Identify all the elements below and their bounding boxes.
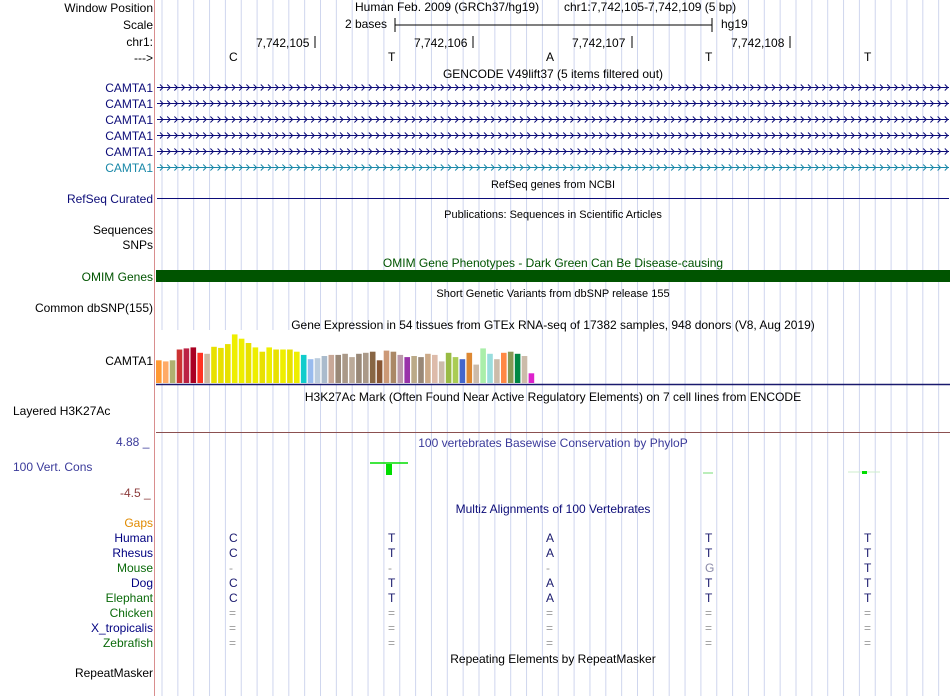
gtex-tissue-bar bbox=[260, 352, 266, 383]
gencode-track-title[interactable]: GENCODE V49lift37 (5 items filtered out) bbox=[442, 67, 664, 81]
aligned-base: = bbox=[864, 606, 872, 620]
gtex-track-title[interactable]: Gene Expression in 54 tissues from GTEx RNA-seq of 17382 samples, 948 donors (V8, Aug 2019) bbox=[291, 318, 815, 332]
gtex-tissue-bar bbox=[522, 356, 528, 383]
gtex-tissue-bar bbox=[287, 350, 293, 384]
gtex-tissue-bar bbox=[301, 355, 307, 383]
window-position-label: Window Position bbox=[64, 1, 153, 15]
gtex-tissue-bar bbox=[446, 353, 452, 383]
gencode-item-label[interactable]: CAMTA1 bbox=[105, 81, 153, 95]
phylop-score-bar bbox=[862, 471, 867, 474]
repeatmasker-track-label[interactable]: RepeatMasker bbox=[74, 666, 153, 680]
species-label[interactable]: Chicken bbox=[109, 606, 153, 620]
aligned-base: G bbox=[705, 561, 715, 575]
aligned-base: T bbox=[388, 576, 396, 590]
aligned-base: T bbox=[864, 561, 872, 575]
aligned-base: A bbox=[546, 591, 555, 605]
species-label[interactable]: Dog bbox=[130, 576, 153, 590]
gtex-tissue-bar bbox=[356, 354, 362, 383]
gtex-tissue-bar bbox=[515, 354, 521, 383]
gtex-tissue-bar bbox=[280, 350, 286, 384]
gtex-tissue-bar bbox=[156, 360, 162, 383]
position-tick-label: 7,742,106 bbox=[414, 36, 468, 50]
scale-text: 2 bases bbox=[345, 17, 388, 31]
gtex-tissue-bar bbox=[349, 357, 355, 383]
gtex-tissue-bar bbox=[529, 373, 535, 383]
species-label[interactable]: Zebrafish bbox=[102, 636, 153, 650]
aligned-base: = bbox=[388, 606, 396, 620]
aligned-base: T bbox=[864, 531, 872, 545]
h3k27ac-track-title[interactable]: H3K27Ac Mark (Often Found Near Active Regulatory Elements) on 7 cell lines from ENCODE bbox=[304, 390, 802, 404]
gtex-tissue-bar bbox=[170, 360, 176, 383]
db-name: hg19 bbox=[721, 17, 748, 31]
aligned-base: - bbox=[388, 561, 392, 575]
aligned-base: - bbox=[546, 561, 550, 575]
phylop-track-label[interactable]: 100 Vert. Cons bbox=[13, 460, 93, 474]
gtex-tissue-bar bbox=[425, 354, 431, 383]
aligned-base: C bbox=[229, 576, 238, 590]
aligned-base: = bbox=[864, 621, 872, 635]
assembly-name: Human Feb. 2009 (GRCh37/hg19) bbox=[355, 0, 540, 14]
multiz-gaps-label: Gaps bbox=[124, 516, 153, 530]
omim-track-label[interactable]: OMIM Genes bbox=[81, 270, 153, 284]
species-label[interactable]: Elephant bbox=[105, 591, 153, 605]
aligned-base: = bbox=[546, 636, 554, 650]
publications-track-title[interactable]: Publications: Sequences in Scientific Articles bbox=[444, 209, 662, 221]
gtex-tissue-bar bbox=[467, 353, 473, 383]
aligned-base: A bbox=[546, 546, 555, 560]
window-range: chr1:7,742,105-7,742,109 (5 bp) bbox=[564, 0, 737, 14]
gtex-tissue-bar bbox=[294, 352, 300, 383]
gtex-tissue-bar bbox=[225, 344, 231, 383]
phylop-score-bar bbox=[386, 464, 392, 475]
aligned-base: C bbox=[229, 531, 238, 545]
species-label[interactable]: Human bbox=[114, 531, 153, 545]
aligned-base: T bbox=[864, 591, 872, 605]
species-label[interactable]: Mouse bbox=[116, 561, 153, 575]
gtex-tissue-bar bbox=[370, 352, 376, 383]
gtex-tissue-bar bbox=[473, 365, 479, 383]
aligned-base: C bbox=[229, 546, 238, 560]
gtex-tissue-bar bbox=[404, 357, 410, 383]
gencode-item-label[interactable]: CAMTA1 bbox=[105, 113, 153, 127]
aligned-base: T bbox=[705, 531, 713, 545]
aligned-base: T bbox=[388, 531, 396, 545]
gtex-gene-label[interactable]: CAMTA1 bbox=[105, 354, 153, 368]
gtex-tissue-bar bbox=[363, 353, 369, 383]
dbsnp-track-label[interactable]: Common dbSNP(155) bbox=[34, 301, 153, 315]
strand-label: ---> bbox=[134, 51, 153, 65]
aligned-base: = bbox=[229, 621, 237, 635]
gtex-tissue-bar bbox=[439, 361, 445, 383]
species-label[interactable]: Rhesus bbox=[112, 546, 153, 560]
gtex-tissue-bar bbox=[460, 359, 466, 383]
base-letter: C bbox=[229, 50, 238, 64]
label-divider bbox=[154, 0, 155, 696]
gtex-tissue-bar bbox=[253, 347, 259, 383]
aligned-base: = bbox=[388, 621, 396, 635]
aligned-base: = bbox=[546, 606, 554, 620]
aligned-base: = bbox=[705, 636, 713, 650]
aligned-base: T bbox=[388, 591, 396, 605]
base-letter: T bbox=[705, 50, 713, 64]
aligned-base: C bbox=[229, 591, 238, 605]
aligned-base: = bbox=[705, 606, 713, 620]
h3k27ac-track-label[interactable]: Layered H3K27Ac bbox=[13, 404, 111, 418]
gtex-tissue-bar bbox=[453, 357, 459, 383]
gtex-tissue-bar bbox=[377, 360, 383, 383]
gtex-tissue-bar bbox=[329, 355, 335, 383]
aligned-base: = bbox=[229, 636, 237, 650]
aligned-base: A bbox=[546, 576, 555, 590]
aligned-base: T bbox=[705, 591, 713, 605]
aligned-base: T bbox=[388, 546, 396, 560]
aligned-base: T bbox=[705, 576, 713, 590]
gtex-tissue-bar bbox=[163, 361, 169, 383]
position-tick-label: 7,742,108 bbox=[731, 36, 785, 50]
publications-label-sequences[interactable]: Sequences bbox=[92, 223, 153, 237]
chrom-label: chr1: bbox=[126, 35, 153, 49]
gtex-tissue-bar bbox=[246, 343, 252, 383]
gencode-item-label[interactable]: CAMTA1 bbox=[105, 97, 153, 111]
aligned-base: = bbox=[229, 606, 237, 620]
gtex-tissue-bar bbox=[418, 357, 424, 383]
gencode-item-label[interactable]: CAMTA1 bbox=[105, 145, 153, 159]
gtex-tissue-bar bbox=[177, 350, 183, 384]
gencode-item-label[interactable]: CAMTA1 bbox=[105, 129, 153, 143]
gtex-tissue-bar bbox=[508, 352, 514, 383]
gtex-tissue-bar bbox=[398, 355, 404, 383]
aligned-base: T bbox=[864, 576, 872, 590]
gencode-item-label[interactable]: CAMTA1 bbox=[105, 161, 153, 175]
aligned-base: = bbox=[705, 621, 713, 635]
aligned-base: = bbox=[388, 636, 396, 650]
gtex-tissue-bar bbox=[487, 354, 493, 383]
aligned-base: = bbox=[864, 636, 872, 650]
scale-label: Scale bbox=[122, 18, 153, 32]
omim-track-title[interactable]: OMIM Gene Phenotypes - Dark Green Can Be Disease-causing bbox=[382, 256, 724, 270]
gtex-tissue-bar bbox=[273, 350, 279, 384]
multiz-track-title[interactable]: Multiz Alignments of 100 Vertebrates bbox=[455, 502, 651, 516]
gtex-tissue-bar bbox=[342, 354, 348, 383]
dbsnp-track-title[interactable]: Short Genetic Variants from dbSNP release 155 bbox=[436, 288, 670, 300]
gtex-tissue-bar bbox=[411, 356, 417, 383]
aligned-base: = bbox=[546, 621, 554, 635]
gtex-tissue-bar bbox=[315, 358, 321, 383]
aligned-base: - bbox=[229, 561, 233, 575]
gtex-tissue-bar bbox=[191, 347, 197, 383]
phylop-track-title[interactable]: 100 vertebrates Basewise Conservation by PhyloP bbox=[418, 436, 688, 450]
gtex-tissue-bar bbox=[308, 359, 314, 383]
base-letter: A bbox=[546, 50, 555, 64]
gtex-tissue-bar bbox=[501, 353, 507, 383]
publications-label-snps[interactable]: SNPs bbox=[122, 238, 153, 252]
aligned-base: T bbox=[705, 546, 713, 560]
gtex-tissue-bar bbox=[480, 348, 486, 383]
gtex-tissue-bar bbox=[184, 348, 190, 383]
species-label[interactable]: X_tropicalis bbox=[90, 621, 153, 635]
gtex-tissue-bar bbox=[197, 353, 203, 383]
refseq-track-label[interactable]: RefSeq Curated bbox=[66, 192, 153, 206]
gtex-tissue-bar bbox=[432, 355, 438, 383]
phylop-max-value: 4.88 _ bbox=[116, 435, 150, 449]
gtex-tissue-bar bbox=[204, 354, 210, 383]
gtex-tissue-bar bbox=[218, 348, 224, 383]
gtex-tissue-bar bbox=[266, 347, 272, 383]
omim-phenotype-bar bbox=[156, 270, 950, 282]
phylop-min-value: -4.5 _ bbox=[120, 486, 151, 500]
gtex-tissue-bar bbox=[211, 347, 217, 383]
repeatmasker-track-title[interactable]: Repeating Elements by RepeatMasker bbox=[450, 652, 656, 666]
gtex-tissue-bar bbox=[335, 355, 341, 383]
gtex-tissue-bar bbox=[494, 359, 500, 383]
aligned-base: A bbox=[546, 531, 555, 545]
refseq-track-title[interactable]: RefSeq genes from NCBI bbox=[490, 179, 616, 191]
gtex-tissue-bar bbox=[322, 356, 328, 383]
gtex-tissue-bar bbox=[384, 351, 390, 383]
position-tick-label: 7,742,107 bbox=[572, 36, 626, 50]
base-letter: T bbox=[864, 50, 872, 64]
gtex-tissue-bar bbox=[239, 339, 245, 383]
aligned-base: T bbox=[864, 546, 872, 560]
gtex-tissue-bar bbox=[232, 334, 238, 383]
gtex-tissue-bar bbox=[391, 352, 397, 383]
position-tick-label: 7,742,105 bbox=[256, 36, 310, 50]
base-letter: T bbox=[388, 50, 396, 64]
